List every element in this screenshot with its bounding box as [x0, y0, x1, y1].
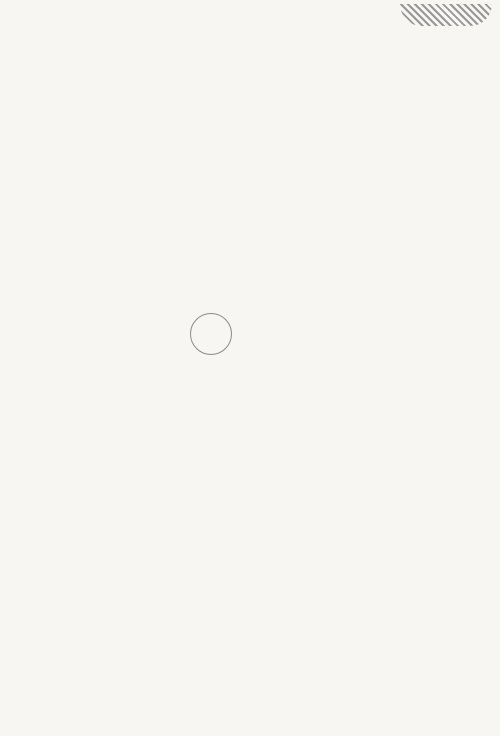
stamp — [190, 313, 232, 355]
corner-decoration — [400, 4, 492, 26]
watermark — [410, 700, 496, 734]
page-footer — [393, 691, 395, 705]
